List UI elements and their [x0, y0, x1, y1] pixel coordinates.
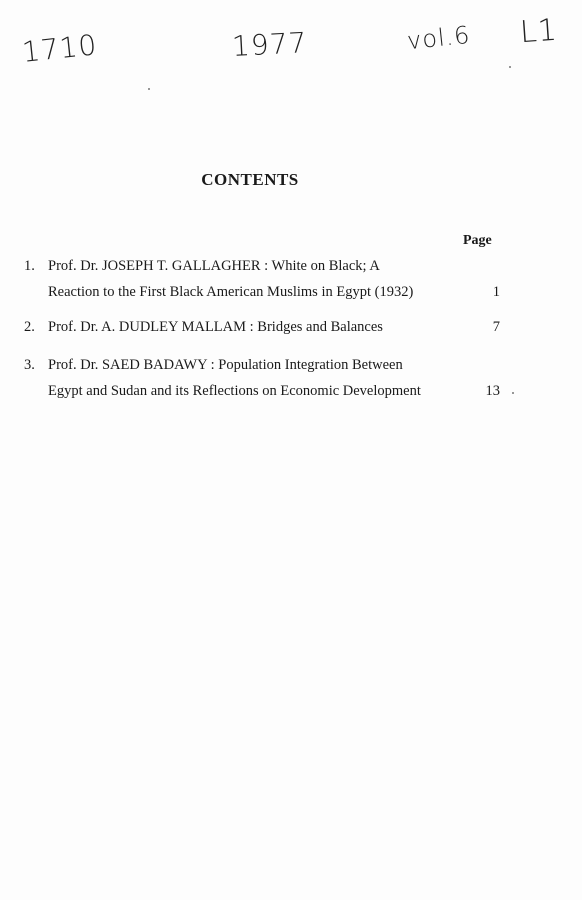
- entry-text-line1: Prof. Dr. JOSEPH T. GALLAGHER : White on Black; A: [48, 258, 380, 274]
- handwritten-mark: L1: [518, 12, 559, 51]
- page-column-header: Page: [463, 233, 492, 248]
- toc-entry-2[interactable]: [24, 314, 504, 340]
- handwritten-volume: vol.6: [405, 20, 472, 56]
- toc-line: [24, 279, 504, 305]
- entry-number: 1.: [24, 258, 35, 274]
- scan-speck: [512, 392, 514, 394]
- toc-entry-3[interactable]: [24, 352, 504, 404]
- toc-line: [24, 378, 504, 404]
- handwritten-year: 1977: [231, 26, 309, 63]
- toc-line: [24, 253, 504, 279]
- handwritten-number: 1710: [20, 28, 99, 69]
- entry-text-line2: Reaction to the First Black American Muslims in Egypt (1932): [48, 284, 414, 300]
- scan-speck: [148, 88, 150, 90]
- toc-line: [24, 314, 504, 340]
- entry-number: 2.: [24, 319, 35, 335]
- entry-page-number: 1: [492, 284, 500, 300]
- entry-page-number: 13: [485, 383, 500, 399]
- contents-heading: CONTENTS: [201, 170, 299, 189]
- toc-line: [24, 352, 504, 378]
- entry-number: 3.: [24, 357, 35, 373]
- entry-text-line2: Egypt and Sudan and its Reflections on Economic Development: [48, 383, 421, 399]
- entry-text-line1: Prof. Dr. SAED BADAWY : Population Integration Between: [48, 357, 403, 373]
- entry-text-line1: Prof. Dr. A. DUDLEY MALLAM : Bridges and Balances: [48, 319, 383, 335]
- entry-page-number: 7: [492, 319, 500, 335]
- scan-speck: [509, 66, 511, 68]
- toc-entry-1[interactable]: [24, 253, 504, 305]
